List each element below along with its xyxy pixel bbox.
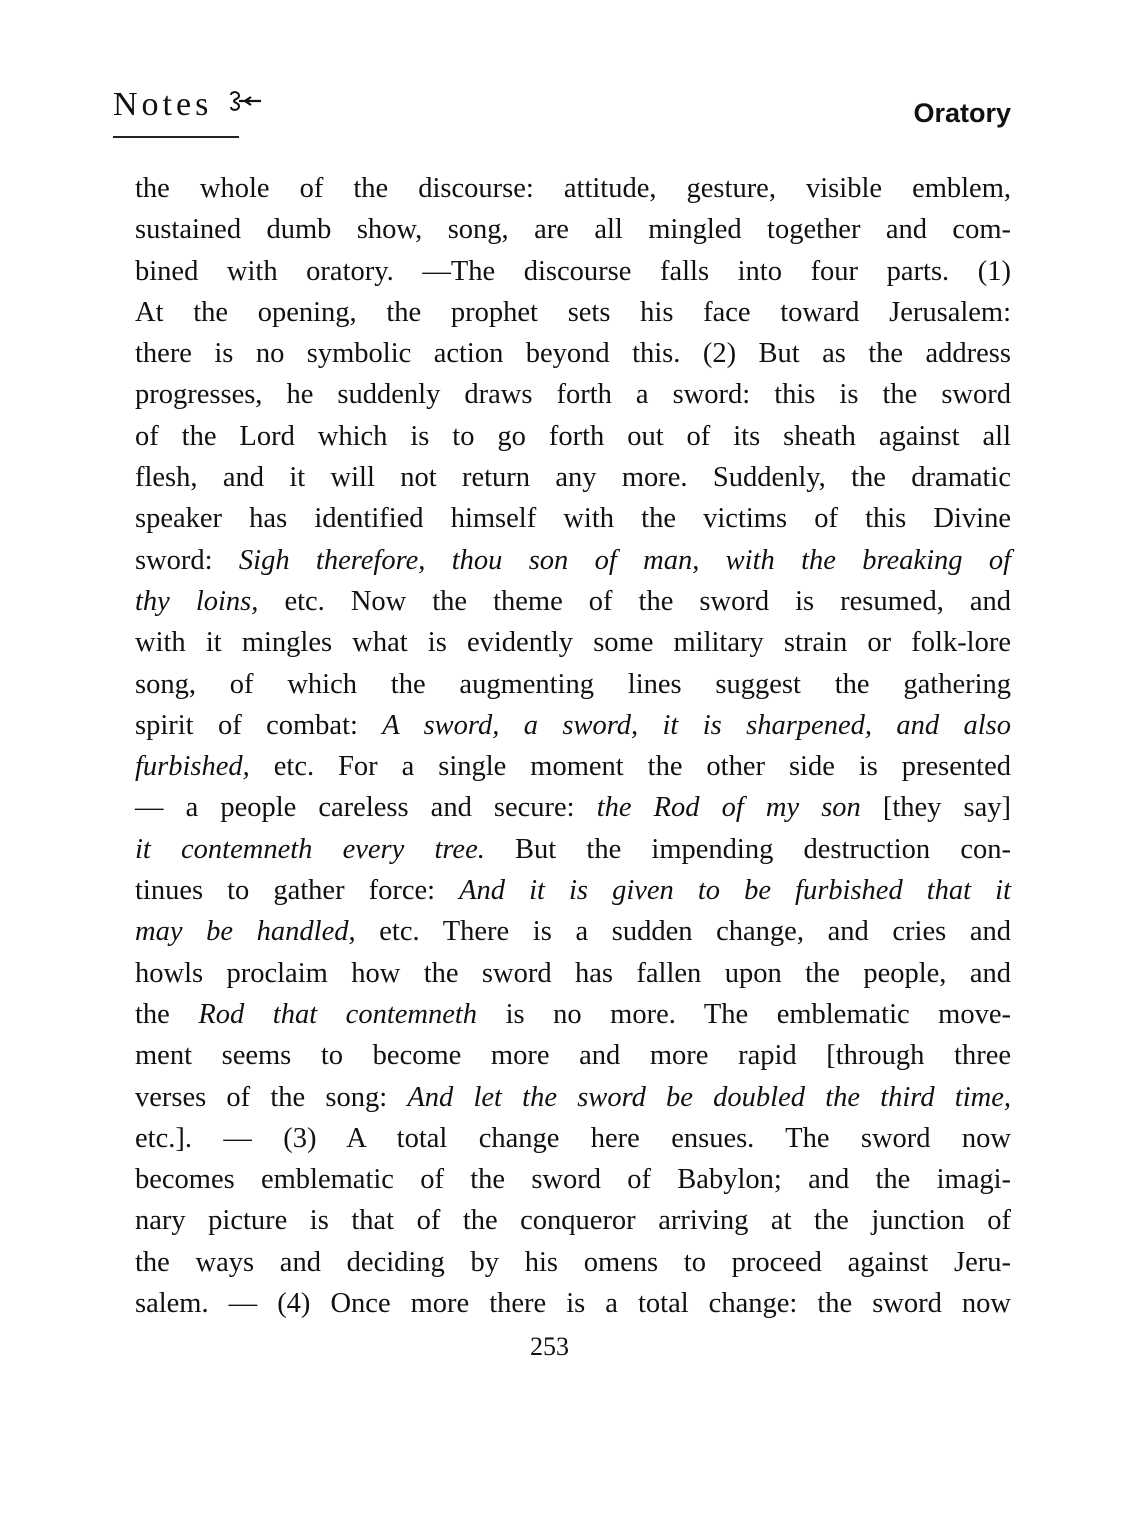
italic-quotation: may be handled, <box>135 916 356 948</box>
text-line <box>135 498 1011 539</box>
text-segment: etc.]. — (3) A total change here ensues. The sword now <box>135 1122 1011 1154</box>
text-segment: tinues to gather force: <box>135 875 460 907</box>
fleuron-icon <box>229 89 263 119</box>
text-line <box>135 787 1011 828</box>
text-line <box>135 209 1011 250</box>
running-head-title: Notes <box>113 86 213 123</box>
text-line <box>135 581 1011 622</box>
text-segment: etc. There is a sudden change, and cries and <box>355 916 1011 948</box>
text-line <box>135 374 1011 415</box>
body-text <box>135 168 1011 1324</box>
text-line <box>135 622 1011 663</box>
text-line <box>135 1035 1011 1076</box>
text-segment: salem. — (4) Once more there is a total change: the sword now <box>135 1288 1011 1320</box>
text-segment: the <box>135 998 199 1030</box>
page-number: 253 <box>530 1332 569 1361</box>
text-line <box>135 168 1011 209</box>
text-line <box>135 251 1011 292</box>
text-line <box>135 664 1011 705</box>
text-segment: verses of the song: <box>135 1081 408 1113</box>
text-line <box>135 1200 1011 1241</box>
text-line <box>135 829 1011 870</box>
text-segment: there is no symbolic action beyond this. (2) But as the address <box>135 338 1011 370</box>
text-segment: — a people careless and secure: <box>135 792 597 824</box>
running-head-right: Oratory <box>913 98 1011 128</box>
text-segment: sustained dumb show, song, are all mingled together and com- <box>135 214 1011 246</box>
text-segment: etc. Now the theme of the sword is resumed, and <box>258 585 1011 617</box>
text-line <box>135 457 1011 498</box>
text-line <box>135 416 1011 457</box>
text-segment: ment seems to become more and more rapid [through three <box>135 1040 1011 1072</box>
text-line <box>135 911 1011 952</box>
text-line <box>135 1077 1011 1118</box>
text-line <box>135 1118 1011 1159</box>
italic-quotation: And let the sword be doubled the third time, <box>407 1081 1011 1113</box>
text-segment: But the impending destruction con- <box>484 833 1011 865</box>
text-line <box>135 1283 1011 1324</box>
italic-quotation: thy loins, <box>135 585 259 617</box>
text-segment: song, of which the augmenting lines suggest the gathering <box>135 668 1011 700</box>
text-line <box>135 953 1011 994</box>
italic-quotation: And it is given to be furbished that it <box>459 875 1011 907</box>
text-segment: sword: <box>135 544 239 576</box>
text-segment: speaker has identified himself with the victims of this Divine <box>135 503 1011 535</box>
text-segment: the whole of the discourse: attitude, gesture, visible emblem, <box>135 173 1011 204</box>
text-line <box>135 1159 1011 1200</box>
italic-quotation: A sword, a sword, it is sharpened, and also <box>382 709 1011 741</box>
text-line <box>135 994 1011 1035</box>
running-head-rule <box>113 136 239 138</box>
text-line <box>135 705 1011 746</box>
text-segment: spirit of combat: <box>135 709 383 741</box>
text-segment: nary picture is that of the conqueror arriving at the junction of <box>135 1205 1011 1237</box>
italic-quotation: it contemneth every tree. <box>135 833 485 865</box>
running-head-left <box>113 86 263 124</box>
text-segment: howls proclaim how the sword has fallen upon the people, and <box>135 957 1011 989</box>
text-line <box>135 540 1011 581</box>
text-segment: with it mingles what is evidently some military strain or folk-lore <box>135 627 1011 659</box>
italic-quotation: Sigh therefore, thou son of man, with the breaking of <box>238 544 1011 576</box>
text-segment: is no more. The emblematic move- <box>477 998 1011 1030</box>
italic-quotation: the Rod of my son <box>596 792 861 824</box>
text-segment: flesh, and it will not return any more. Suddenly, the dramatic <box>135 462 1011 494</box>
text-segment: etc. For a single moment the other side is presented <box>249 751 1011 783</box>
text-segment: bined with oratory. —The discourse falls into four parts. (1) <box>135 255 1011 287</box>
text-segment: the ways and deciding by his omens to proceed against Jeru- <box>135 1246 1011 1278</box>
text-line <box>135 746 1011 787</box>
text-segment: At the opening, the prophet sets his face toward Jerusalem: <box>135 296 1011 328</box>
text-segment: becomes emblematic of the sword of Babylon; and the imagi- <box>135 1164 1011 1196</box>
italic-quotation: furbished, <box>135 751 250 783</box>
text-segment: of the Lord which is to go forth out of its sheath against all <box>135 420 1011 452</box>
text-line <box>135 333 1011 374</box>
text-line <box>135 292 1011 333</box>
text-line <box>135 870 1011 911</box>
text-segment: [they say] <box>860 792 1012 824</box>
text-line <box>135 1242 1011 1283</box>
italic-quotation: Rod that contemneth <box>198 998 478 1030</box>
text-segment: progresses, he suddenly draws forth a sword: this is the sword <box>135 379 1011 411</box>
